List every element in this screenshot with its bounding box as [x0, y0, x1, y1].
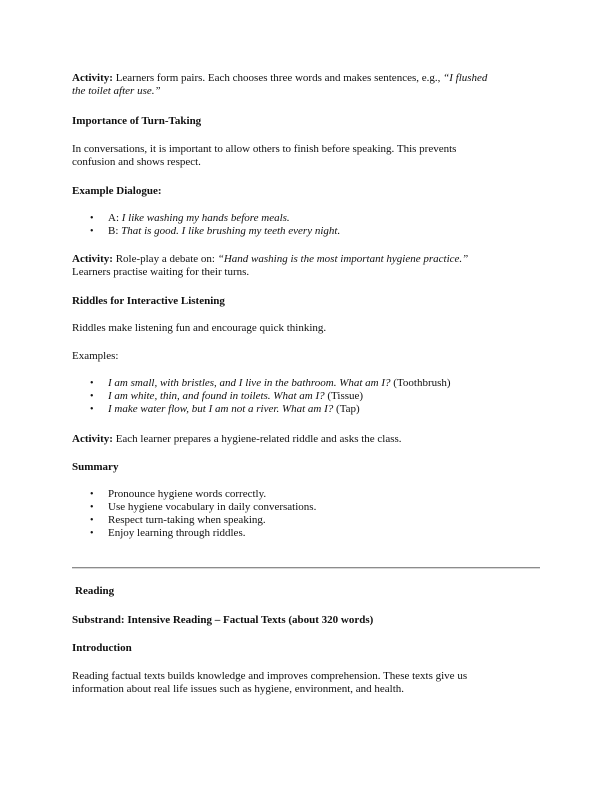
activity-text: Role-play a debate on: [112, 253, 218, 265]
heading-text: Importance of Turn-Taking [72, 115, 202, 127]
speaker-label: B: [108, 225, 122, 237]
heading-text: Reading [75, 585, 115, 597]
riddle-answer: (Toothbrush) [390, 377, 451, 389]
list-item [72, 377, 542, 390]
heading-text: Introduction [72, 642, 132, 654]
list-item [72, 403, 542, 416]
riddle-text: I make water flow, but I am not a river. What am I? [108, 403, 334, 415]
list-item: • Respect turn-taking when speaking. [72, 514, 542, 527]
reading-heading [75, 585, 545, 598]
paragraph-line: Learners practise waiting for their turns. [72, 266, 250, 278]
activity-label: Activity: [72, 253, 113, 265]
paragraph-line: In conversations, it is important to allow others to finish before speaking. This prevents [72, 143, 457, 155]
activity-text: Each learner prepares a hygiene-related riddle and asks the class. [112, 433, 402, 445]
examples-label [72, 350, 542, 363]
riddles-intro [72, 322, 542, 335]
paragraph-line: Riddles make listening fun and encourage quick thinking. [72, 322, 327, 334]
example-dialogue-heading [72, 185, 542, 198]
activity-pairs-paragraph [72, 72, 542, 98]
riddles-list [72, 377, 542, 416]
horizontal-rule [72, 567, 540, 569]
list-item [72, 212, 542, 225]
paragraph-line: Examples: [72, 350, 119, 362]
dialogue-text: That is good. I like brushing my teeth every night. [121, 225, 341, 237]
introduction-paragraph [72, 670, 542, 696]
heading-text: Substrand: Intensive Reading – Factual Texts (about 320 words) [72, 614, 374, 626]
activity-quote-cont: the toilet after use.” [72, 85, 161, 97]
activity-debate-paragraph [72, 253, 542, 279]
dialogue-list [72, 212, 542, 238]
list-item: • Use hygiene vocabulary in daily conversations. [72, 501, 542, 514]
list-item: • Enjoy learning through riddles. [72, 527, 542, 540]
riddle-answer: (Tissue) [324, 390, 364, 402]
paragraph-line: information about real life issues such as hygiene, environment, and health. [72, 683, 405, 695]
heading-text: Riddles for Interactive Listening [72, 295, 225, 307]
dialogue-text: I like washing my hands before meals. [121, 212, 290, 224]
summary-heading [72, 461, 542, 474]
substrand-heading [72, 614, 542, 627]
riddles-heading [72, 295, 542, 308]
activity-riddle-paragraph [72, 433, 542, 446]
activity-quote: “Hand washing is the most important hygiene practice.” [217, 253, 469, 265]
paragraph-line: confusion and shows respect. [72, 156, 201, 168]
introduction-heading [72, 642, 542, 655]
list-item [72, 390, 542, 403]
activity-text: Learners form pairs. Each chooses three words and makes sentences, e.g., [112, 72, 444, 84]
turn-taking-heading [72, 115, 542, 128]
list-item [72, 225, 542, 238]
heading-text: Summary [72, 461, 119, 473]
activity-quote: “I flushed [443, 72, 488, 84]
activity-label: Activity: [72, 72, 113, 84]
riddle-answer: (Tap) [333, 403, 360, 415]
heading-text: Example Dialogue: [72, 185, 162, 197]
paragraph-line: Reading factual texts builds knowledge and improves comprehension. These texts give us [72, 670, 468, 682]
speaker-label: A: [108, 212, 122, 224]
riddle-text: I am small, with bristles, and I live in the bathroom. What am I? [108, 377, 391, 389]
riddle-text: I am white, thin, and found in toilets. What am I? [108, 390, 325, 402]
list-item: • Pronounce hygiene words correctly. [72, 488, 542, 501]
activity-label: Activity: [72, 433, 113, 445]
summary-list [72, 488, 542, 540]
turn-taking-paragraph [72, 143, 542, 169]
